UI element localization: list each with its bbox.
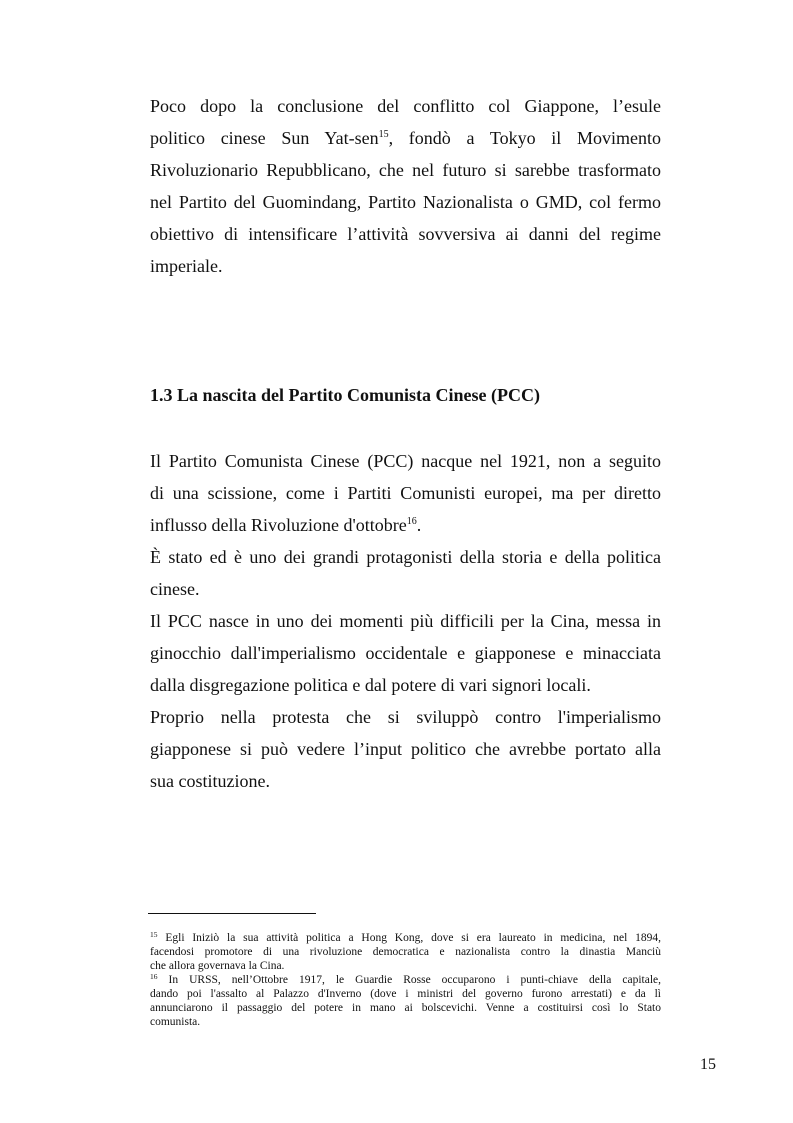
text-line: Il PCC nasce in uno dei momenti più difficili per la Cina, messa in <box>150 611 661 631</box>
footnote-line <box>150 932 661 945</box>
text-span: influsso della Rivoluzione d'ottobre <box>150 515 407 535</box>
footnote-line: che allora governava la Cina. <box>150 960 285 972</box>
text-line <box>150 515 661 535</box>
text-span: Egli Iniziò la sua attività politica a Hong Kong, dove si era laureato in medicina, nel 1894, <box>157 932 661 944</box>
text-line: imperiale. <box>150 256 223 276</box>
text-line: sua costituzione. <box>150 771 270 791</box>
text-line: obiettivo di intensificare l’attività sovversiva ai danni del regime <box>150 224 661 244</box>
text-span: , fondò a Tokyo il Movimento <box>388 128 661 148</box>
footnote-marker: 15 <box>150 930 158 939</box>
footnote-line: comunista. <box>150 1016 201 1028</box>
footnote-ref-15[interactable]: 15 <box>378 129 389 140</box>
text-line: Il Partito Comunista Cinese (PCC) nacque nel 1921, non a seguito <box>150 451 661 471</box>
text-line: Poco dopo la conclusione del conflitto col Giappone, l’esule <box>150 96 661 116</box>
text-span: In URSS, nell’Ottobre 1917, le Guardie Rosse occuparono i punti-chiave della capitale, <box>157 974 661 986</box>
footnote-line <box>150 974 661 987</box>
text-line <box>150 128 661 148</box>
text-line: cinese. <box>150 579 200 599</box>
footnote-line: annunciarono il passaggio del potere in mano ai bolscevichi. Venne a costituirsi così lo Stato <box>150 1002 661 1014</box>
text-line: È stato ed è uno dei grandi protagonisti della storia e della politica <box>150 547 661 567</box>
text-line: giapponese si può vedere l’input politico che avrebbe portato alla <box>150 739 661 759</box>
section-heading: 1.3 La nascita del Partito Comunista Cinese (PCC) <box>150 385 540 405</box>
footnote-marker: 16 <box>150 972 158 981</box>
text-line: Rivoluzionario Repubblicano, che nel futuro si sarebbe trasformato <box>150 160 661 180</box>
text-line: di una scissione, come i Partiti Comunisti europei, ma per diretto <box>150 483 661 503</box>
footnote-line: facendosi promotore di una rivoluzione democratica e nazionalista contro la dinastia Manciù <box>150 946 661 958</box>
text-span: . <box>416 515 422 535</box>
text-line: nel Partito del Guomindang, Partito Nazionalista o GMD, col fermo <box>150 192 661 212</box>
footnote-separator <box>148 913 316 914</box>
text-line: Proprio nella protesta che si sviluppò contro l'imperialismo <box>150 707 661 727</box>
page-number: 15 <box>700 1056 716 1073</box>
text-line: ginocchio dall'imperialismo occidentale e giapponese e minacciata <box>150 643 661 663</box>
footnote-ref-16[interactable]: 16 <box>406 516 417 527</box>
footnote-line: dando poi l'assalto al Palazzo d'Inverno (dove i ministri del governo furono arrestati) e da lì <box>150 988 661 1000</box>
text-line: dalla disgregazione politica e dal potere di vari signori locali. <box>150 675 591 695</box>
text-span: politico cinese Sun Yat-sen <box>150 128 379 148</box>
